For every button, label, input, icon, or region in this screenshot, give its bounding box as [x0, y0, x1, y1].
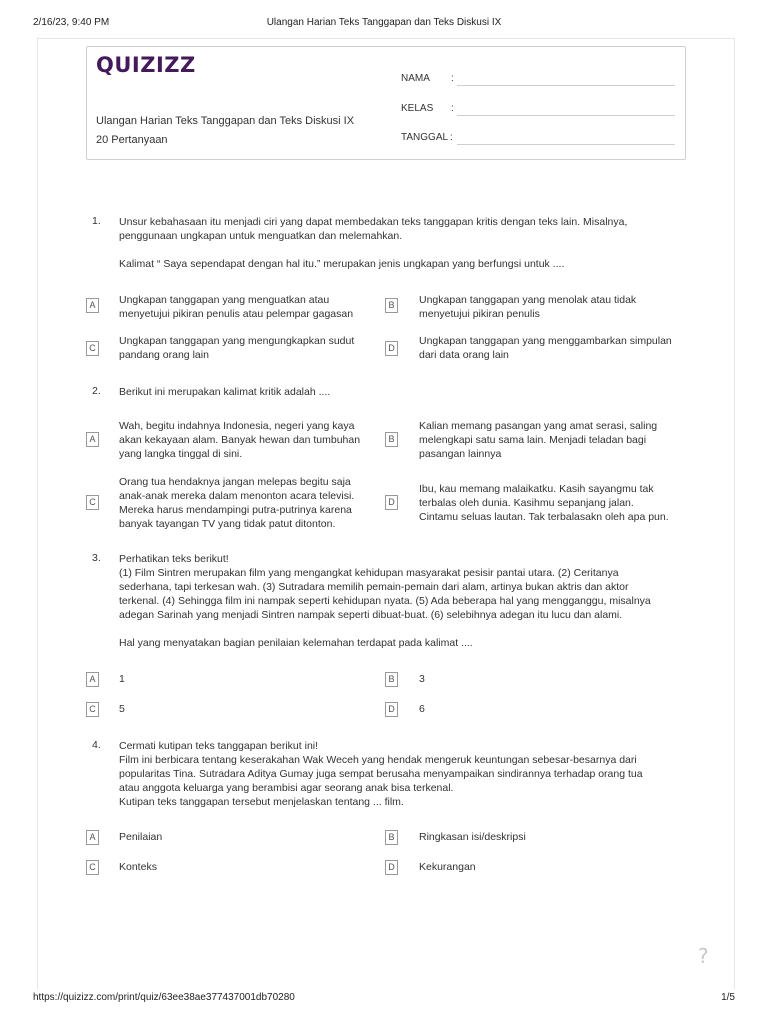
option-letter[interactable]: B [385, 830, 398, 845]
option-text[interactable]: Kalian memang pasangan yang amat serasi, saling melengkapi satu sama lain. Menjadi teladan bagi pasangan lainnya [419, 420, 658, 460]
question-number: 4. [92, 739, 101, 751]
question-number: 1. [92, 215, 101, 227]
quizizz-logo: QUIZIZZ [96, 53, 196, 77]
date-field[interactable] [401, 132, 675, 148]
field-underline [457, 144, 675, 145]
option-letter[interactable]: A [86, 672, 99, 687]
option-text[interactable]: 6 [419, 703, 425, 715]
option-letter[interactable]: D [385, 495, 398, 510]
option-letter[interactable]: C [86, 495, 99, 510]
option-text[interactable]: Ungkapan tanggapan yang menolak atau tidak menyetujui pikiran penulis [419, 294, 637, 320]
option-letter[interactable]: D [385, 860, 398, 875]
page-number: 1/5 [721, 992, 735, 1003]
field-underline [457, 85, 675, 86]
field-underline [457, 115, 675, 116]
help-icon[interactable]: ? [698, 944, 709, 968]
option-letter[interactable]: B [385, 432, 398, 447]
option-text[interactable]: Ibu, kau memang malaikatku. Kasih sayangmu tak terbalas oleh dunia. Kasihmu sepanjang jalan. Cintamu seluas lautan. Tak terbalasakn oleh apa pun. [419, 483, 669, 523]
option-letter[interactable]: B [385, 298, 398, 313]
option-text[interactable]: Ringkasan isi/deskripsi [419, 831, 526, 843]
student-info-box [86, 46, 686, 160]
field-label: TANGGAL [401, 132, 449, 143]
option-text[interactable]: Ungkapan tanggapan yang mengungkapkan sudut pandang orang lain [119, 335, 355, 361]
quiz-sheet [37, 38, 735, 989]
option-text[interactable]: 1 [119, 673, 125, 685]
option-text[interactable]: 3 [419, 673, 425, 685]
print-datetime: 2/16/23, 9:40 PM [33, 17, 110, 28]
field-colon: : [450, 132, 453, 143]
option-text[interactable]: Konteks [119, 861, 157, 873]
option-text[interactable]: Penilaian [119, 831, 163, 843]
option-letter[interactable]: A [86, 432, 99, 447]
question-text: Unsur kebahasaan itu menjadi ciri yang dapat membedakan teks tanggapan kritis dengan teks lain. Misalnya, penggunaan ungkapan untuk menguatkan dan melemahkan. Kalimat “ Saya sependapat dengan hal itu.” merupakan jenis ungkapan yang berfungsi untuk .... [119, 216, 628, 270]
field-colon: : [451, 103, 454, 114]
option-letter[interactable]: C [86, 341, 99, 356]
quiz-title: Ulangan Harian Teks Tanggapan dan Teks Diskusi IX [96, 115, 355, 127]
question-text: Berikut ini merupakan kalimat kritik adalah .... [119, 386, 331, 398]
option-text[interactable]: Wah, begitu indahnya Indonesia, negeri yang kaya akan kekayaan alam. Banyak hewan dan tumbuhan yang langka tinggal di sini. [119, 420, 361, 460]
name-field[interactable] [401, 73, 675, 89]
option-letter[interactable]: A [86, 298, 99, 313]
field-label: KELAS [401, 103, 434, 114]
field-label: NAMA [401, 73, 430, 84]
page-url: https://quizizz.com/print/quiz/63ee38ae377437001db70280 [33, 992, 295, 1003]
option-text[interactable]: 5 [119, 703, 125, 715]
option-text[interactable]: Ungkapan tanggapan yang menguatkan atau menyetujui pikiran penulis atau pelempar gagasan [119, 294, 354, 320]
field-colon: : [451, 73, 454, 84]
option-letter[interactable]: C [86, 702, 99, 717]
question-text: Cermati kutipan teks tanggapan berikut ini! Film ini berbicara tentang keserakahan Wak Weceh yang hendak mengeruk keuntungan sebesar-besarnya dari popularitas Tina. Sutradara Aditya Gumay juga sempat berusaha menyampaikan sindirannya terhadap orang tua atau anggota keluarga yang berambisi agar seorang anak bisa terkenal. Kutipan teks tanggapan tersebut menjelaskan tentang ... film. [119, 740, 643, 808]
question-text: Perhatikan teks berikut! (1) Film Sintren merupakan film yang mengangkat kehidupan masyarakat pesisir pantai utara. (2) Ceritanya sederhana, tapi terkesan wah. (3) Sutradara memilih pemain-pemain dari alam, artinya bukan aktris dan aktor terkenal. (4) Sehingga film ini nampak seperti kehidupan nyata. (5) Ada beberapa hal yang mengganggu, misalnya adegan Sarinah yang menjadi Sintren nampak seperti dibuat-buat. (6) selebihnya adegan itu lucu dan alami. Hal yang menyatakan bagian penilaian kelemahan terdapat pada kalimat .... [119, 553, 651, 649]
option-text[interactable]: Ungkapan tanggapan yang menggambarkan simpulan dari data orang lain [419, 335, 672, 361]
option-letter[interactable]: A [86, 830, 99, 845]
option-text[interactable]: Orang tua hendaknya jangan melepas begitu saja anak-anak mereka dalam menonton acara televisi. Mereka harus mendampingi putra-putrinya karena banyak tayangan TV yang tidak patut ditonton. [119, 476, 355, 530]
question-number: 2. [92, 385, 101, 397]
option-letter[interactable]: B [385, 672, 398, 687]
print-doc-title: Ulangan Harian Teks Tanggapan dan Teks Diskusi IX [266, 17, 502, 28]
option-text[interactable]: Kekurangan [419, 861, 476, 873]
print-header [33, 17, 735, 31]
question-count: 20 Pertanyaan [96, 134, 168, 146]
option-letter[interactable]: D [385, 341, 398, 356]
question-number: 3. [92, 552, 101, 564]
option-letter[interactable]: D [385, 702, 398, 717]
option-letter[interactable]: C [86, 860, 99, 875]
print-footer [33, 992, 735, 1006]
class-field[interactable] [401, 103, 675, 119]
